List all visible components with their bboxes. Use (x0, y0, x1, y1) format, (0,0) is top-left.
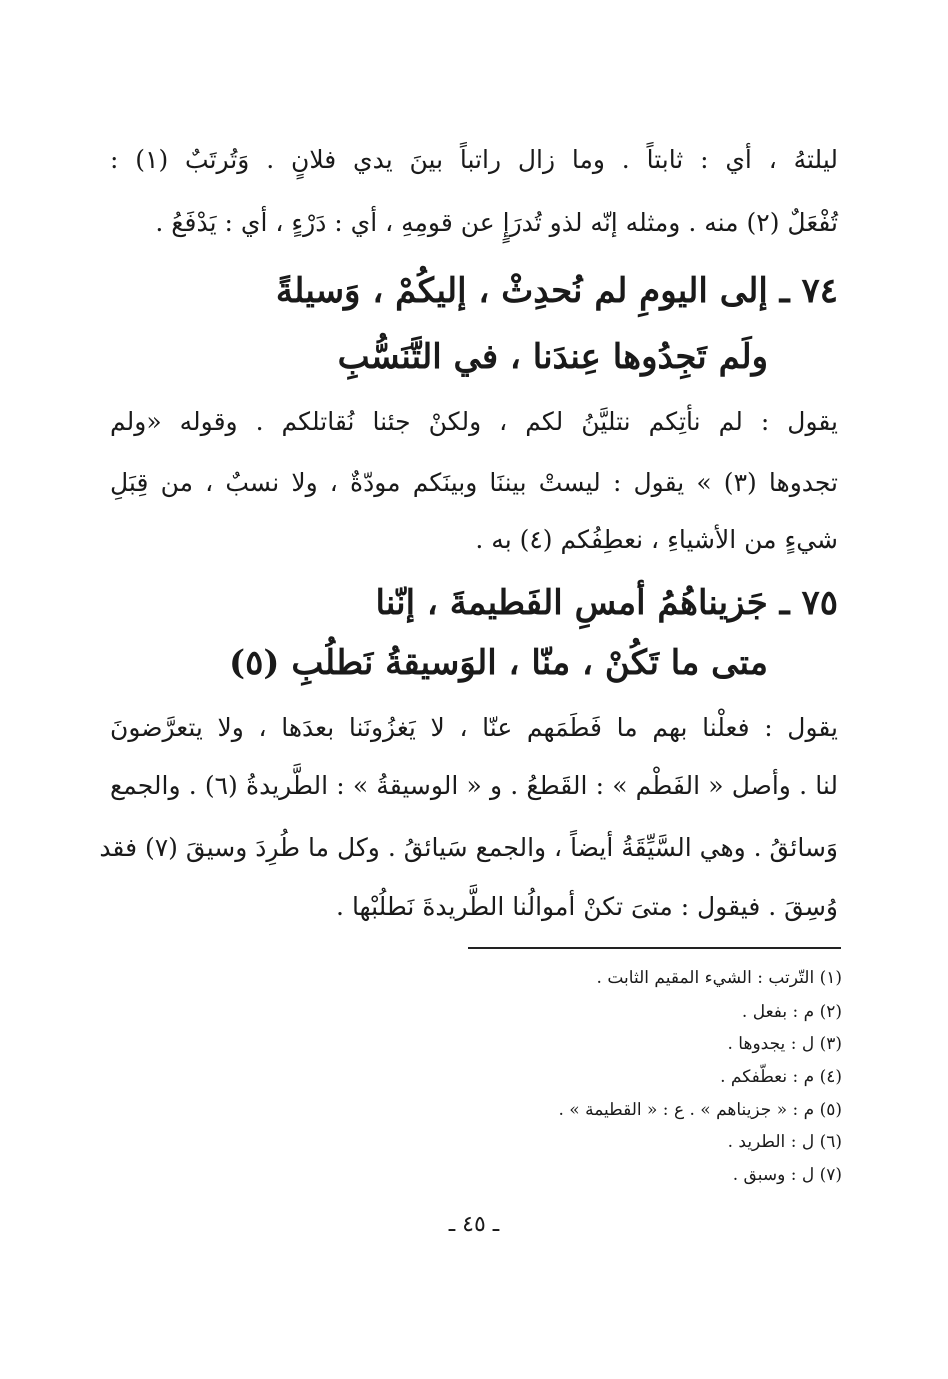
prose-line: لنا . وأصل « الفَطْم » : القَطعُ . و « الوسيقةُ » : الطَّريدةُ (٦) . والجمع (110, 771, 838, 800)
prose-line: شيءٍ من الأشياءِ ، نعطِفُكم (٤) به . (475, 525, 838, 554)
footnote: (٢) م : بفعل . (741, 1002, 842, 1022)
verse-75-second-hemistich: متى ما تَكُنْ ، منّا ، الوَسيقةُ نَطلُبِ (٥) (229, 643, 768, 683)
prose-line: يقول : لم نأتِكم نتليَّنُ لكم ، ولكنْ جئنا نُقاتلكم . وقوله «ولم (110, 407, 838, 436)
prose-line: تجدوها (٣) » يقول : ليستْ بيننَا وبينَكم مودّةٌ ، ولا نسبٌ ، من قِبَلِ (110, 468, 838, 497)
page-number: ـ ٤٥ ـ (448, 1212, 500, 1237)
footnote: (١) التّرتب : الشيء المقيم الثابت . (596, 968, 842, 988)
footnote: (٣) ل : يجدوها . (727, 1034, 842, 1054)
verse-75-first-hemistich: ٧٥ ـ جَزيناهُمُ أمسِ الفَطيمةَ ، إنّنا (375, 583, 838, 623)
footnote: (٤) م : نعطّفكم . (720, 1067, 842, 1087)
prose-line: يقول : فعلْنا بهم ما فَطَمَهم عنّا ، لا يَغزُونَنا بعدَها ، ولا يتعرَّضونَ (110, 713, 838, 742)
footnote: (٦) ل : الطريد . (727, 1132, 842, 1152)
prose-line: تُفْعَلٌ (٢) منه . ومثله إنّه لذو تُدرَإٍ عن قومِهِ ، أي : دَرْءٍ ، أي : يَدْفَعُ . (155, 208, 838, 237)
prose-line: ليلتهُ ، أي : ثابتاً . وما زال راتباً بينَ يدي فلانٍ . وَتُرتَبٌ (١) : (110, 145, 838, 174)
footnote: (٥) م : « جزيناهم » . ع : « القطيمة » . (558, 1100, 842, 1120)
verse-74-second-hemistich: ولَم تَجِدُوها عِندَنا ، في التَّنَسُّبِ (337, 337, 768, 377)
prose-line: وُسِقَ . فيقول : متىَ تكنْ أموالُنا الطَّريدةَ نَطلُبْها . (336, 892, 838, 921)
verse-74-first-hemistich: ٧٤ ـ إلى اليومِ لم نُحدِثْ ، إليكُمْ ، وَسيلةً (275, 271, 838, 311)
footnote: (٧) ل : وسبق . (732, 1165, 842, 1185)
footnote-separator (468, 947, 841, 949)
prose-line: وَسائقُ . وهي السَّيِّقَةُ أيضاً ، والجمع سَيائقُ . وكل ما طُرِدَ وسيقَ (٧) فقد (99, 833, 838, 862)
